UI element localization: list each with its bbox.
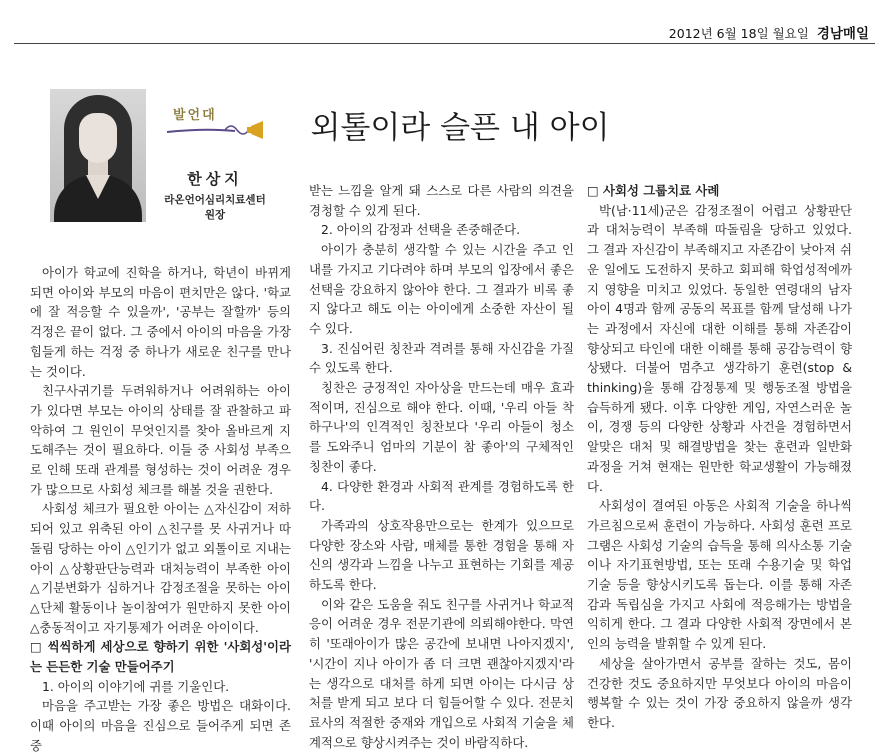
paragraph: 이와 같은 도움을 줘도 친구를 사귀거나 학교적응이 어려운 경우 전문기관에 의뢰해야한다. 막연히 '또래아이가 많은 공간에 보내면 나아지겠지', '시간이 지나 아이가 좀 더 크면 괜찮아지겠지'라는 생각으로 대처를 하게 되면 아이는 다시금 상처를 받게 되고 보다 더 힘들어할 수 있다. 전문치료사의 적절한 중재와 개입으로 사회적 기술을 체계적으로 향상시켜주는 것이 바람직하다. [309,596,574,750]
paragraph: 박(남·11세)군은 감정조절이 어렵고 상황판단과 대처능력이 부족해 따돌림을 당하고 있었다. 그 결과 자신감이 부족해지고 자존감이 낮아져 쉬운 일에도 도전하지 못하고 회피해 학업성적에까지 영향을 미치고 있었다. 동일한 연령대의 남자아이 4명과 함께 공동의 목표를 함께 달성해 나가는 과정에서 자신에 대한 이해를 통해 자존감이 향상되고 타인에 대한 이해를 통해 공감능력이 향상됐다. 더불어 멈추고 생각하기 훈련(stop & thinking)을 통해 감정통제 및 행동조절 방법을 습득하게 됐다. 이후 다양한 게임, 자연스러운 놀이, 경쟁 등의 다양한 상황과 사건을 경험하면서 알맞은 대처 및 해결방법을 찾는 훈련과 일반화 과정을 거쳐 현재는 원만한 학교생활이 가능해졌다. [587,202,852,494]
paragraph: 1. 아이의 이야기에 귀를 기울인다. [42,678,230,694]
megaphone-icon [165,118,275,144]
masthead-paper-name: 경남매일 [816,26,869,42]
column-logo [165,104,275,144]
paragraph: 아이가 충분히 생각할 수 있는 시간을 주고 인내를 가지고 기다려야 하며 부모의 입장에서 좋은 선택을 강요하지 않아야 한다. 그 결과가 비록 좋지 않다고 해도 이는 아이에게 소중한 자산이 될 수 있다. [309,242,574,336]
paragraph: 4. 다양한 환경과 사회적 관계를 경험하도록 한다. [309,478,574,514]
paragraph: 친구사귀기를 두려워하거나 어려워하는 아이가 있다면 부모는 아이의 상태를 잘 관찰하고 파악하여 그 원인이 무엇인지를 찾아 올바르게 지도해주는 것이 필요하다. 이들 중 사회성 부족으로 인해 또래 관계를 형성하는 것이 어려운 경우가 많으므로 사회성 체크를 해볼 것을 권한다. [30,383,291,497]
masthead-date: 2012년 6월 18일 월요일 [668,26,809,41]
paragraph: 사회성이 결여된 아동은 사회적 기술을 하나씩 가르침으로써 훈련이 가능하다. 사회성 훈련 프로그램은 사회성 기술의 습득을 통해 의사소통 기술이나 자기표현방법, 또는 또래 수용기술 및 학업기술 등을 향상시키도록 돕는다. 이를 통해 자존감과 독립심을 가지고 사회에 적응해가는 방법을 익히게 한다. 그 결과 다양한 사회적 장면에서 본인의 능력을 발휘할 수 있게 된다. [587,498,852,652]
paragraph: 세상을 살아가면서 공부를 잘하는 것도, 몸이 건강한 것도 중요하지만 무엇보다 아이의 마음이 행복할 수 있는 것이 가장 중요하지 않을까 생각한다. [587,655,852,730]
author-affiliation [150,193,280,223]
article-column-2 [309,181,574,752]
paragraph: 마음을 주고받는 가장 좋은 방법은 대화이다. 이때 아이의 마음을 진심으로 들어주게 되면 존중 [30,698,291,753]
paragraph: 사회성 체크가 필요한 아이는 △자신감이 저하되어 있고 위축된 아이 △친구를 못 사귀거나 따돌림 당하는 아이 △인기가 없고 외톨이로 지내는 아이 △상황판단능력과 대처능력이 부족한 아이 △기분변화가 심하거나 감정조절을 못하는 아이 △단체 활동이나 놀이참여가 원만하지 못한 아이 △충동적이고 자기통제가 어려운 아이이다. [30,501,291,635]
section-heading: □ 씩씩하게 세상으로 향하기 위한 '사회성'이라는 든든한 기술 만들어주기 [30,639,291,675]
column-logo-text: 발언대 [173,108,217,123]
paragraph: 2. 아이의 감정과 선택을 존중해준다. [321,222,521,238]
author-organization: 라온언어심리치료센터 [164,194,266,206]
paragraph: 칭찬은 긍정적인 자아상을 만드는데 매우 효과적이며, 진심으로 해야 한다. 이때, '우리 아들 착하구나'의 인격적인 칭찬보다 '우리 아들이 청소를 도와주니 엄마의 기분이 참 좋아'의 구체적인 칭찬이 좋다. [309,380,574,474]
masthead [669,22,869,42]
article-column-3 [587,181,852,733]
masthead-divider [14,43,875,44]
paragraph: 가족과의 상호작용만으로는 한계가 있으므로 다양한 장소와 사람, 매체를 통한 경험을 통해 자신의 생각과 느낌을 나누고 표현하는 기회를 제공하도록 한다. [309,517,574,593]
article-column-1 [30,263,291,756]
author-position: 원장 [204,209,226,221]
section-heading: □ 사회성 그룹치료 사례 [587,183,720,198]
author-name: 한상지 [187,170,243,188]
paragraph: 3. 진심어린 칭찬과 격려를 통해 자신감을 가질 수 있도록 한다. [309,340,574,376]
paragraph: 아이가 학교에 진학을 하거나, 학년이 바뀌게 되면 아이와 부모의 마음이 편치만은 않다. '학교에 잘 적응할 수 있을까', '공부는 잘할까' 등의 걱정은 끝이 없다. 그 중에서 아이의 마음을 가장 힘들게 하는 걱정 중 하나가 새로운 친구를 만나는 것이다. [30,265,291,379]
article-title: 외톨이라 슬픈 내 아이 [310,110,610,146]
paragraph: 받는 느낌을 알게 돼 스스로 다른 사람의 의견을 경청할 수 있게 된다. [309,183,574,218]
author-photo [50,89,146,222]
